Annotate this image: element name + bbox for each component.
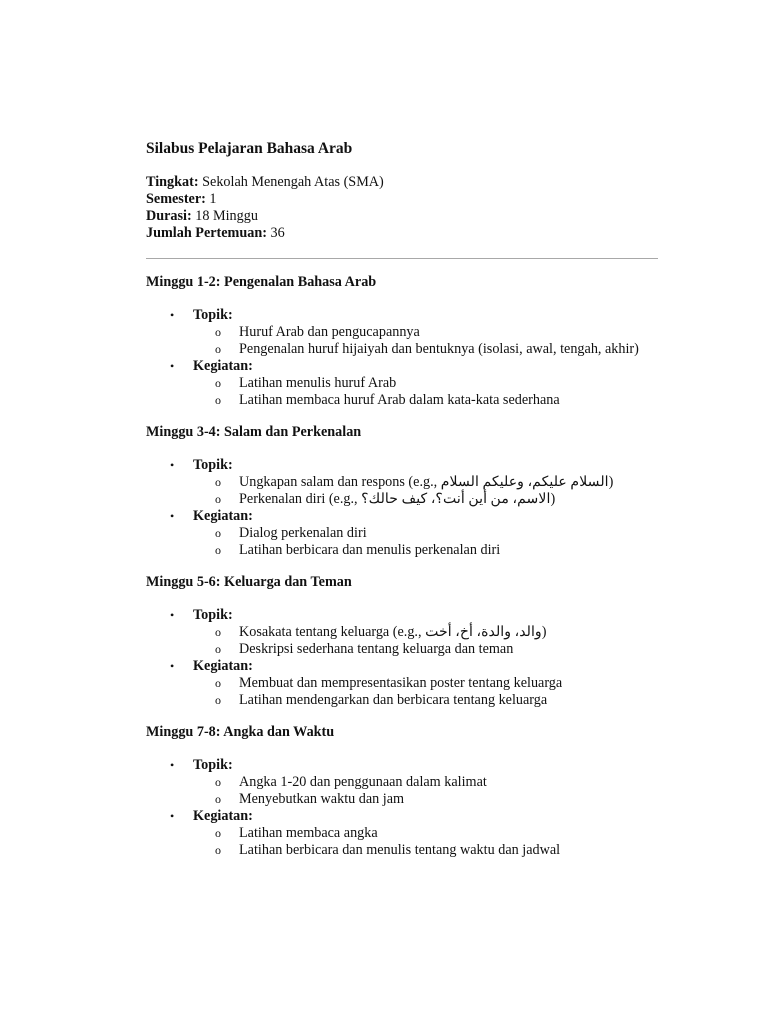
bullet-list <box>146 307 658 409</box>
sub-item-text: Huruf Arab dan pengucapannya <box>239 324 420 340</box>
circle-bullet-icon: o <box>215 826 221 840</box>
item-label: Kegiatan: <box>193 358 253 374</box>
week-heading: Minggu 1-2: Pengenalan Bahasa Arab <box>146 274 377 290</box>
meta-value: Sekolah Menengah Atas (SMA) <box>198 174 384 190</box>
bullet-icon: • <box>170 509 175 523</box>
item-label: Kegiatan: <box>193 808 253 824</box>
sub-list-item <box>146 774 658 791</box>
meta-block <box>146 174 658 242</box>
week-section-5-6 <box>146 574 658 709</box>
sub-item-text: Dialog perkenalan diri <box>239 525 367 541</box>
sub-list-item <box>146 375 658 392</box>
sub-list <box>193 675 658 709</box>
sub-item-text: Deskripsi sederhana tentang keluarga dan teman <box>239 641 514 657</box>
week-section-3-4 <box>146 424 658 559</box>
bullet-icon: • <box>170 458 175 472</box>
sub-list-item <box>146 825 658 842</box>
sub-list-item <box>146 491 658 508</box>
sub-item-text: Latihan membaca huruf Arab dalam kata-kata sederhana <box>239 392 560 408</box>
sub-list <box>193 624 658 658</box>
circle-bullet-icon: o <box>215 475 221 489</box>
horizontal-divider <box>146 258 658 259</box>
week-heading: Minggu 3-4: Salam dan Perkenalan <box>146 424 362 440</box>
list-item-topik <box>146 757 658 808</box>
sub-list <box>193 324 658 358</box>
list-item-kegiatan <box>146 808 658 859</box>
circle-bullet-icon: o <box>215 342 221 356</box>
sub-list-item <box>146 324 658 341</box>
bullet-icon: • <box>170 308 175 322</box>
week-heading: Minggu 7-8: Angka dan Waktu <box>146 724 335 740</box>
sub-item-text: Membuat dan mempresentasikan poster tentang keluarga <box>239 675 563 691</box>
item-label: Topik: <box>193 457 233 473</box>
list-item-topik <box>146 607 658 658</box>
bullet-list <box>146 757 658 859</box>
sub-item-text: Kosakata tentang keluarga (e.g., والد، والدة، أخ، أخت) <box>239 624 547 640</box>
item-label: Topik: <box>193 757 233 773</box>
sub-list-item <box>146 474 658 491</box>
item-label: Kegiatan: <box>193 658 253 674</box>
sub-list <box>193 375 658 409</box>
list-item-kegiatan <box>146 358 658 409</box>
bullet-icon: • <box>170 809 175 823</box>
sub-list <box>193 774 658 808</box>
sub-list-item <box>146 341 658 358</box>
bullet-icon: • <box>170 659 175 673</box>
document-title: Silabus Pelajaran Bahasa Arab <box>146 140 353 157</box>
week-section-7-8 <box>146 724 658 859</box>
item-label: Topik: <box>193 607 233 623</box>
meta-label: Semester: <box>146 191 206 207</box>
sub-item-text: Ungkapan salam dan respons (e.g., السلام عليكم، وعليكم السلام) <box>239 474 614 490</box>
circle-bullet-icon: o <box>215 325 221 339</box>
list-item-topik <box>146 457 658 508</box>
sub-item-text: Perkenalan diri (e.g., الاسم، من أين أنت؟، كيف حالك؟) <box>239 491 556 507</box>
bullet-icon: • <box>170 608 175 622</box>
circle-bullet-icon: o <box>215 526 221 540</box>
bullet-list <box>146 607 658 709</box>
sub-list-item <box>146 692 658 709</box>
list-item-kegiatan <box>146 658 658 709</box>
sub-list-item <box>146 525 658 542</box>
sub-list-item <box>146 675 658 692</box>
sub-list-item <box>146 624 658 641</box>
meta-semester <box>146 191 658 208</box>
sub-list-item <box>146 842 658 859</box>
bullet-icon: • <box>170 758 175 772</box>
sub-item-text: Angka 1-20 dan penggunaan dalam kalimat <box>239 774 487 790</box>
circle-bullet-icon: o <box>215 775 221 789</box>
meta-value: 18 Minggu <box>191 208 258 224</box>
sub-list-item <box>146 542 658 559</box>
circle-bullet-icon: o <box>215 625 221 639</box>
circle-bullet-icon: o <box>215 676 221 690</box>
sub-item-text: Latihan berbicara dan menulis tentang waktu dan jadwal <box>239 842 561 858</box>
circle-bullet-icon: o <box>215 642 221 656</box>
meta-jumlah-pertemuan <box>146 225 658 242</box>
sub-item-text: Latihan mendengarkan dan berbicara tentang keluarga <box>239 692 548 708</box>
sub-item-text: Latihan membaca angka <box>239 825 378 841</box>
sub-item-text: Pengenalan huruf hijaiyah dan bentuknya (isolasi, awal, tengah, akhir) <box>239 341 639 357</box>
list-item-topik <box>146 307 658 358</box>
item-label: Kegiatan: <box>193 508 253 524</box>
sub-item-text: Menyebutkan waktu dan jam <box>239 791 405 807</box>
meta-value: 36 <box>266 225 285 241</box>
meta-tingkat <box>146 174 658 191</box>
circle-bullet-icon: o <box>215 376 221 390</box>
circle-bullet-icon: o <box>215 543 221 557</box>
sub-list <box>193 474 658 508</box>
meta-label: Jumlah Pertemuan: <box>146 225 267 241</box>
bullet-icon: • <box>170 359 175 373</box>
meta-label: Durasi: <box>146 208 192 224</box>
sub-list-item <box>146 641 658 658</box>
bullet-list <box>146 457 658 559</box>
week-heading: Minggu 5-6: Keluarga dan Teman <box>146 574 352 590</box>
meta-label: Tingkat: <box>146 174 199 190</box>
sub-list-item <box>146 791 658 808</box>
circle-bullet-icon: o <box>215 393 221 407</box>
list-item-kegiatan <box>146 508 658 559</box>
week-section-1-2 <box>146 274 658 409</box>
meta-value: 1 <box>205 191 217 207</box>
circle-bullet-icon: o <box>215 693 221 707</box>
circle-bullet-icon: o <box>215 492 221 506</box>
meta-durasi <box>146 208 658 225</box>
document-page <box>146 140 658 859</box>
sub-list-item <box>146 392 658 409</box>
sub-item-text: Latihan berbicara dan menulis perkenalan diri <box>239 542 501 558</box>
sub-item-text: Latihan menulis huruf Arab <box>239 375 397 391</box>
item-label: Topik: <box>193 307 233 323</box>
sub-list <box>193 825 658 859</box>
sub-list <box>193 525 658 559</box>
circle-bullet-icon: o <box>215 792 221 806</box>
circle-bullet-icon: o <box>215 843 221 857</box>
